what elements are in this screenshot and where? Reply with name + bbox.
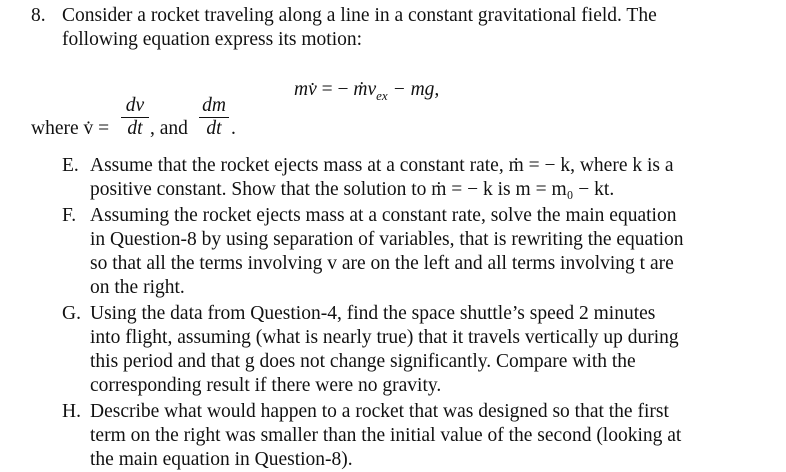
fraction-dv-dt [120, 95, 150, 140]
fraction-dt-denominator: dt [206, 118, 222, 139]
part-h-label: H. [62, 401, 81, 422]
part-f-label: F. [62, 205, 77, 226]
part-g-line: this period and that g does not change significantly. Compare with the [90, 351, 636, 372]
equation-eq: = − [316, 79, 354, 100]
equation-term1: ṁv [353, 79, 377, 100]
part-e-label: E. [62, 155, 79, 176]
part-g-line: Using the data from Question-4, find the space shuttle’s speed 2 minutes [90, 303, 656, 324]
fraction-dm-dt [198, 95, 230, 140]
part-g-line: corresponding result if there were no gravity. [90, 375, 442, 396]
where-suffix: . [231, 118, 236, 139]
part-e-line: Assume that the rocket ejects mass at a constant rate, ṁ = − k, where k is a [90, 155, 674, 176]
fraction-dm-numerator: dm [202, 95, 226, 116]
fraction-dt-denominator: dt [127, 118, 143, 139]
part-h-line: the main equation in Question-8). [90, 449, 353, 470]
question-intro-line-1: Consider a rocket traveling along a line in a constant gravitational field. The [62, 5, 657, 26]
question-number: 8. [31, 5, 46, 26]
question-intro-line-2: following equation express its motion: [62, 29, 363, 50]
where-prefix: where v̇ = [31, 118, 110, 139]
part-e-line: positive constant. Show that the solution to ṁ = − k is m = m₀ − kt. [90, 179, 615, 200]
part-f-line: on the right. [90, 277, 185, 298]
part-h-line: term on the right was smaller than the initial value of the second (looking at [90, 425, 682, 446]
part-h-line: Describe what would happen to a rocket that was designed so that the first [90, 401, 669, 422]
fraction-dv-numerator: dv [125, 95, 145, 116]
equation-term1-subscript: ex [376, 88, 388, 103]
main-equation [294, 78, 439, 103]
part-f-line: in Question-8 by using separation of variables, that is rewriting the equation [90, 229, 684, 250]
equation-lhs: mv̇ [294, 79, 317, 100]
part-g-line: into flight, assuming (what is nearly true) that it travels vertically up during [90, 327, 679, 348]
part-f-line: so that all the terms involving v are on the left and all terms involving t are [90, 253, 674, 274]
where-mid: , and [150, 118, 188, 139]
part-f-line: Assuming the rocket ejects mass at a constant rate, solve the main equation [90, 205, 677, 226]
part-g-label: G. [62, 303, 81, 324]
equation-rest: − mg, [387, 79, 440, 100]
